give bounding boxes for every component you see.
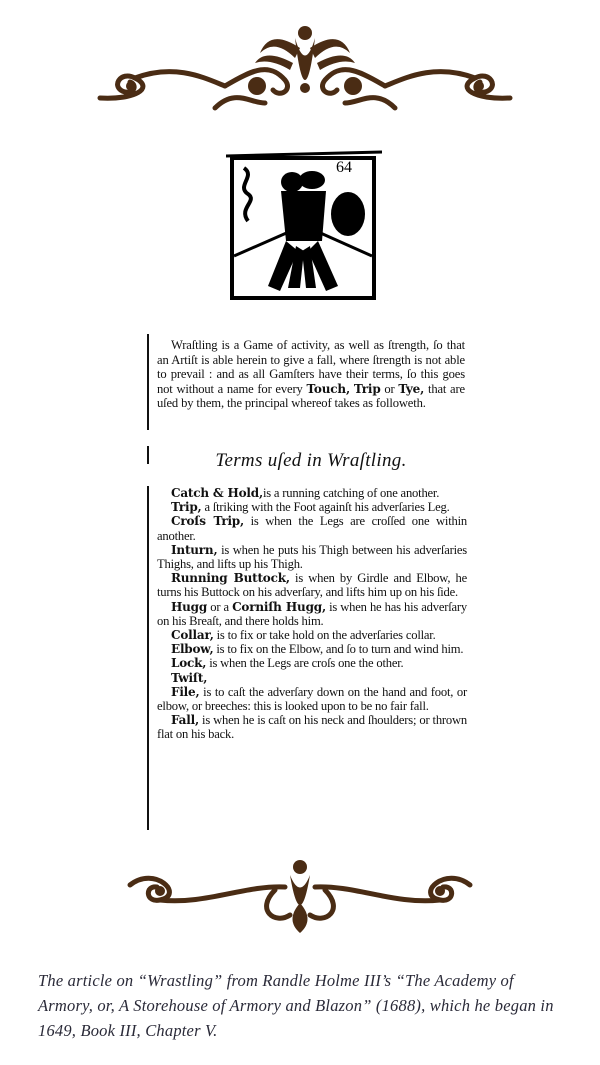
definition: is to fix or take hold on the adverſaries collar. [213,628,436,643]
definition: is a running catching of one another. [262,486,440,500]
definition: is when he has his adverſary on his Breaſt, and there holds him. [157,599,467,628]
term-touch: Touch, [306,381,351,396]
intro-text: that are uſed by them, the principal whereof takes as followeth. [157,381,465,411]
bottom-ornament [125,855,475,935]
term: Trip, [171,500,202,515]
term-entry [157,628,467,642]
term-entry [157,600,467,628]
margin-rule [147,446,149,464]
term-entry [157,514,467,542]
term-entry [157,486,467,500]
definition: is when the Legs are croſs one the other. [206,656,404,671]
section-title: Terms uſed in Wraſtling. [215,450,407,471]
definition: a ſtriking with the Foot againſt his adverſaries Leg. [201,500,450,515]
term-entry [157,713,467,741]
term: Croſs Trip, [171,514,244,529]
term: File, [171,684,200,699]
term-tye: Tye, [398,381,425,396]
definition: is when the Legs are croſſed one within another. [157,514,467,543]
intro-text: Wraſtling is a Game of activity, as well as ſtrength, ſo that an Artiſt is able herein to give a fall, where ſtrength is not able to prevail : and as all Gamſters have their terms, ſo this goes not without a name for every [157,338,465,396]
definition: is to fix on the Elbow, and ſo to turn and wind him. [213,642,464,657]
term-entry [157,571,467,599]
definition: is when he is caſt on his neck and ſhoulders; or thrown flat on his back. [157,713,467,742]
intro-text: or [380,381,399,396]
margin-rule [147,334,149,430]
definition: is to caſt the adverſary down on the hand and foot, or elbow, or breeches: this is looked upon to be no fair fall. [157,684,467,714]
top-ornament [95,8,515,113]
term: Catch & Hold, [171,486,263,500]
definition: or a [207,599,233,614]
definition: is when by Girdle and Elbow, he turns his Buttock on his adverſary, and lifts him up on his ſide. [157,571,467,600]
term: Lock, [171,656,207,671]
term: Twiſt, [171,670,208,685]
term-entry [157,642,467,656]
term-entry [157,543,467,571]
term: Hugg [171,599,208,614]
intro-paragraph [157,338,465,411]
term: Corniſh Hugg, [232,599,326,614]
definition: is when he puts his Thigh between his adverſaries Thighs, and lifts up his Thigh. [157,542,467,572]
term: Inturn, [171,542,218,557]
term: Running Buttock, [171,571,290,586]
page-number: 64 [336,159,352,176]
term: Elbow, [171,642,214,657]
term-entry [157,685,467,713]
article-text-block [147,334,472,830]
margin-rule [147,486,149,830]
term: Collar, [171,628,214,643]
term-entry [157,500,467,514]
term-entry [157,671,467,685]
term: Fall, [171,713,199,728]
wrestlers-woodcut-illustration [226,146,382,306]
image-caption: The article on “Wrastling” from Randle Holme III’s “The Academy of Armory, or, A Storehouse of Armory and Blazon” (1688), which he began in 1649, Book III, Chapter V. [38,971,554,1040]
terms-list [157,486,467,742]
term-trip: Trip [353,381,381,396]
term-entry [157,656,467,670]
